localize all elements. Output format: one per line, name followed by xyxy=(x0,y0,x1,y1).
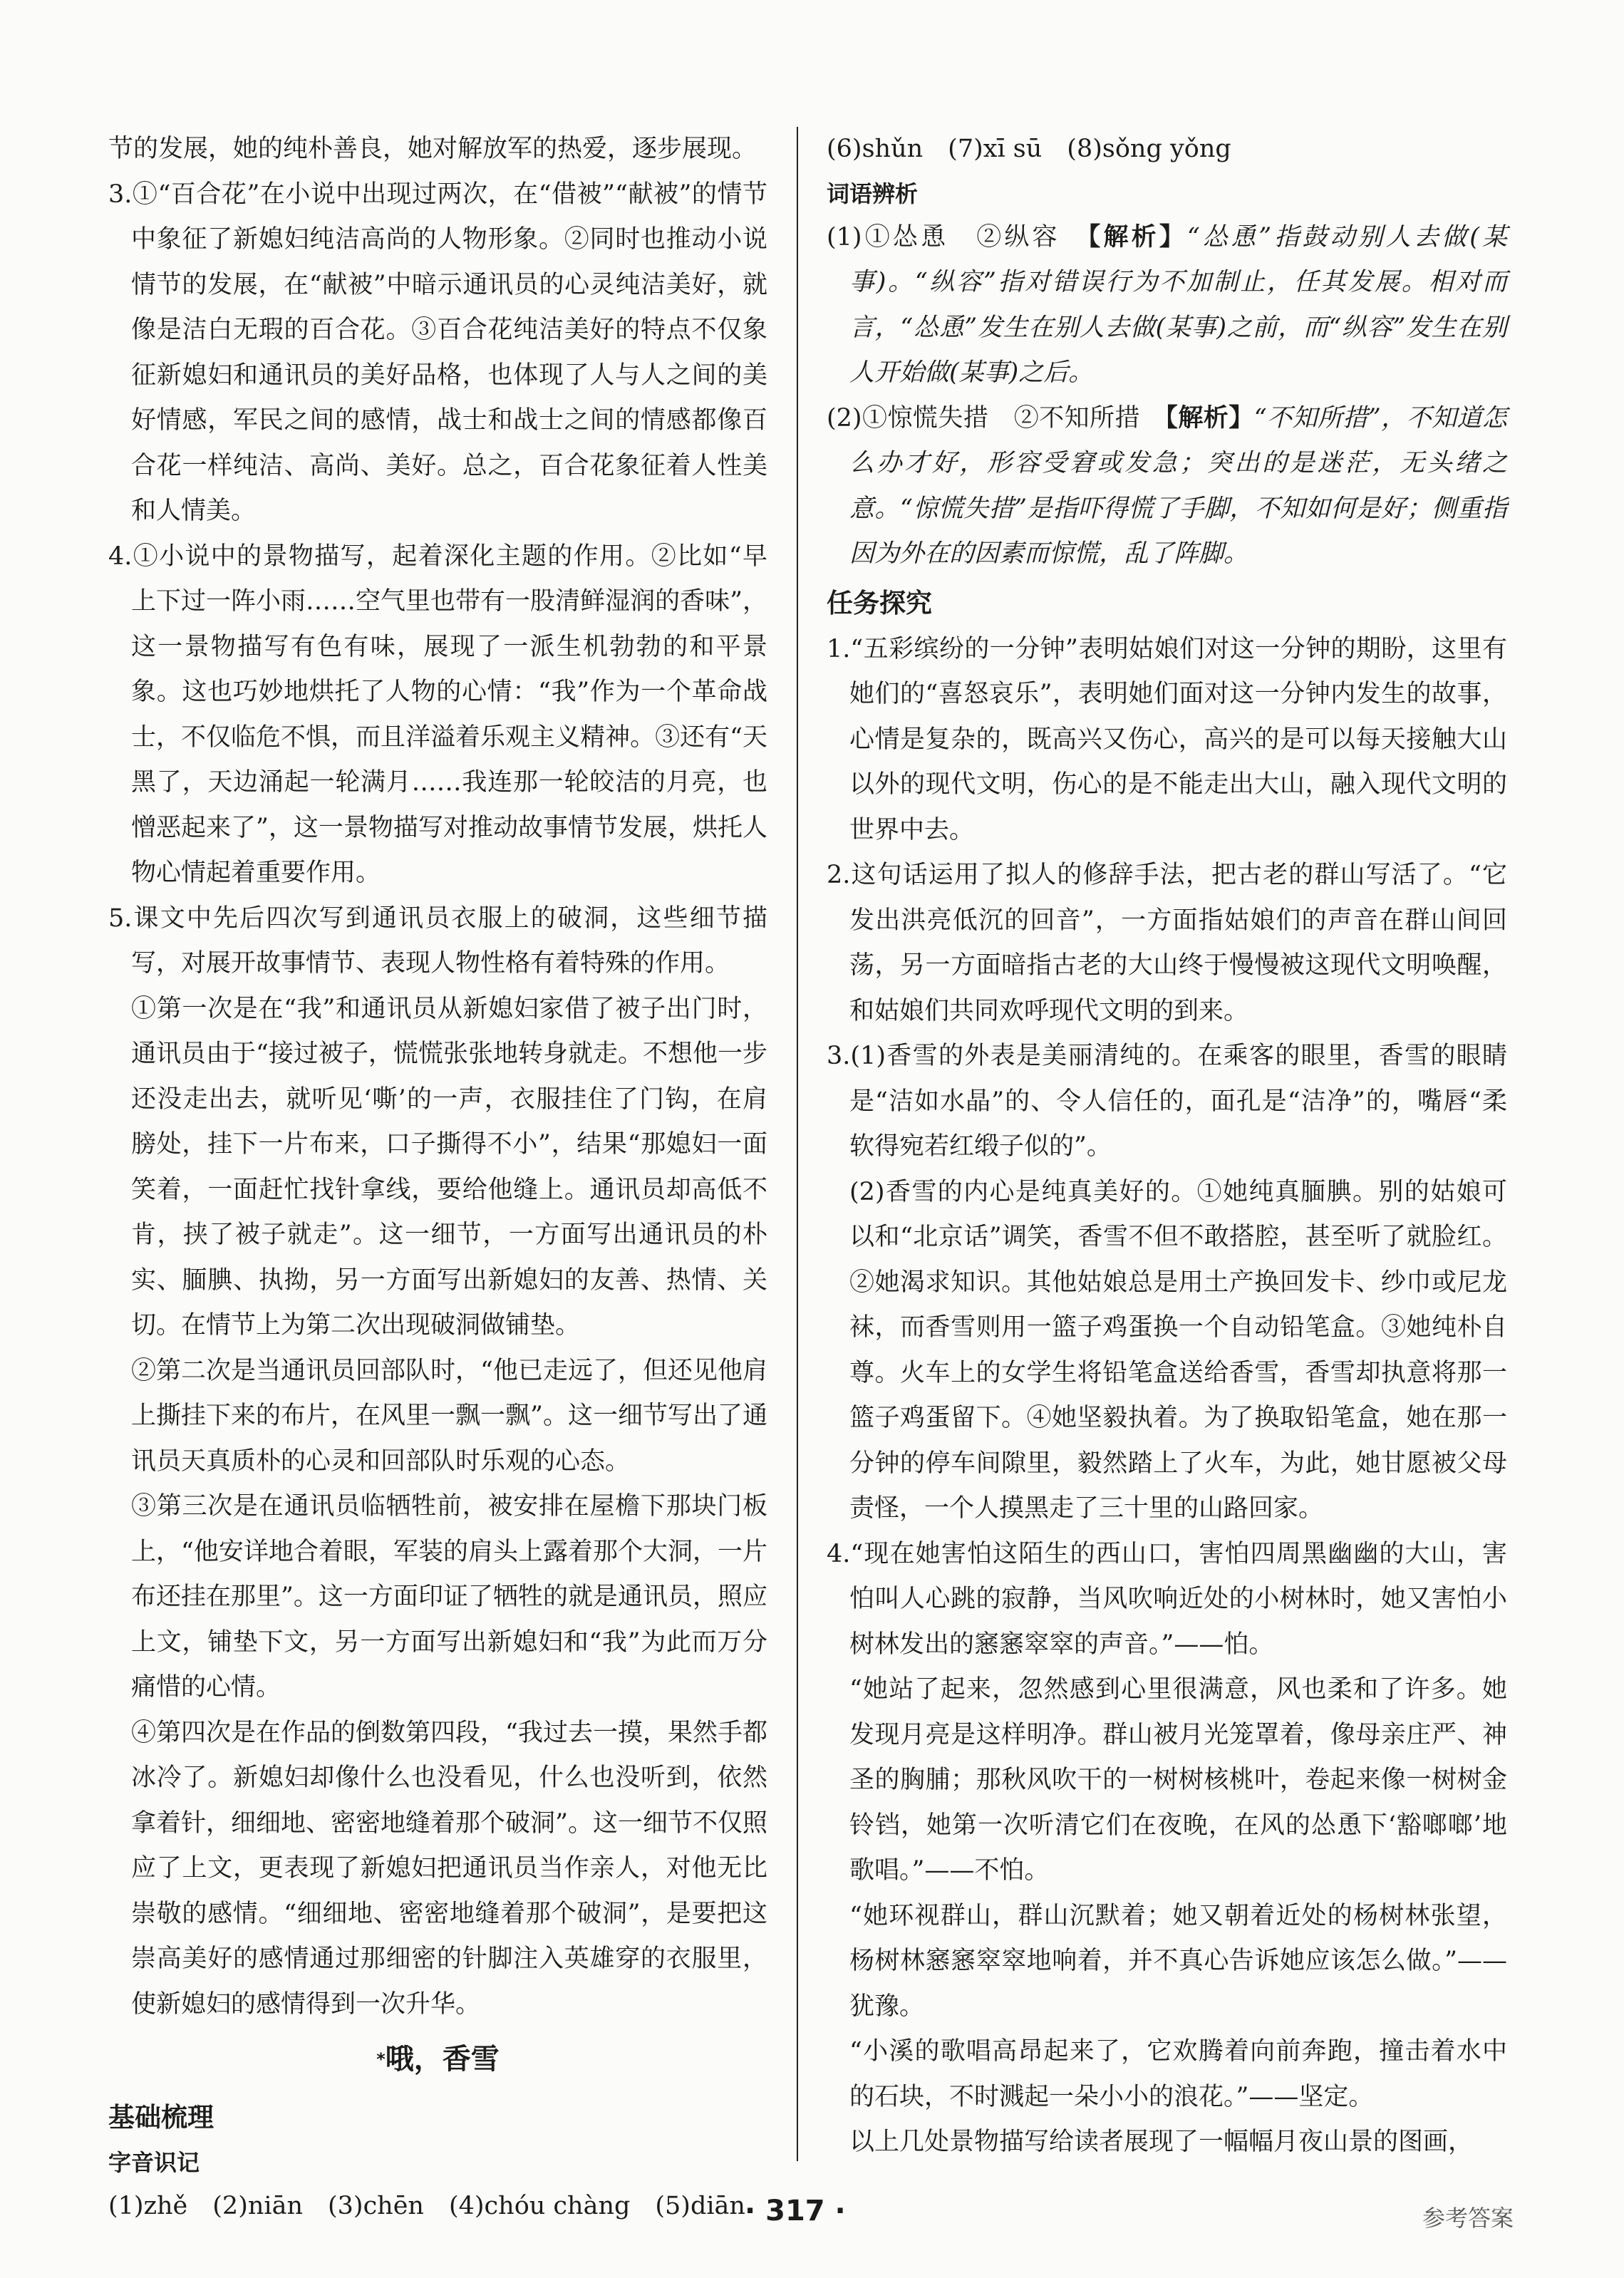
task-answer-4: 4.“现在她害怕这陌生的西山口，害怕四周黑幽幽的大山，害怕叫人心跳的寂静，当风吹响近处的小树林时，她又害怕小树林发出的窸窸窣窣的声音。”——怕。 xyxy=(827,1539,1507,1659)
analysis-tag: 【解析】 xyxy=(1165,403,1254,433)
task-answer-3-part-2: (2)香雪的内心是纯真美好的。①她纯真腼腆。别的姑娘可以和“北京话”调笑，香雪不但不敢搭腔，甚至听了就脸红。②她渴求知识。其他姑娘总是用土产换回发卡、纱巾或尼龙袜，而香雪则用一篮子鸡蛋换一个自动铅笔盒。③她纯朴自尊。火车上的女学生将铅笔盒送给香雪，香雪却执意将那一篮子鸡蛋留下。④她坚毅执着。为了换取铅笔盒，她在那一分钟的停车间隙里，毅然踏上了火车，为此，她甘愿被父母责怪，一个人摸黑走了三十里的山路回家。 xyxy=(849,1177,1507,1523)
column-divider xyxy=(797,127,798,2161)
task-answer-4-summary: 以上几处景物描写给读者展现了一幅幅月夜山景的图画， xyxy=(849,2128,1474,2156)
ciyu-1-analysis: “怂恿”指鼓动别人去做(某事)。“纵容”指对错误行为不加制止，任其发展。相对而言，“怂恿”发生在别人去做(某事)之前，而“纵容”发生在别人开始做(某事)之后。 xyxy=(849,222,1507,387)
title-star: * xyxy=(376,2049,386,2069)
task-answer-3: 3.(1)香雪的外表是美丽清纯的。在乘客的眼里，香雪的眼睛是“洁如水晶”的、令人信任的，面孔是“洁净”的，嘴唇“柔软得宛若红缎子似的”。 xyxy=(827,1042,1507,1161)
section-heading-renwu: 任务探究 xyxy=(827,587,932,618)
ciyu-answer-2 xyxy=(827,396,1507,577)
task-answer-1: 1.“五彩缤纷的一分钟”表明姑娘们对这一分钟的期盼，这里有她们的“喜怒哀乐”，表明她们面对这一分钟内发生的故事，心情是复杂的，既高兴又伤心，高兴的是可以每天接触大山以外的现代文明，伤心的是不能走出大山，融入现代文明的世界中去。 xyxy=(827,634,1507,844)
answer-5-point-4: ④第四次是在作品的倒数第四段，“我过去一摸，果然手都冰冷了。新媳妇却像什么也没看见，什么也没听到，依然拿着针，细细地、密密地缝着那个破洞”。这一细节不仅照应了上文，更表现了新媳妇把通讯员当作亲人，对他无比崇敬的感情。“细细地、密密地缝着那个破洞”，是要把这崇高美好的感情通过那细密的针脚注入英雄穿的衣服里，使新媳妇的感情得到一次升华。 xyxy=(131,1718,767,2019)
title-text: 哦，香雪 xyxy=(385,2043,500,2076)
task-answer-4-quote-3: “她环视群山，群山沉默着；她又朝着近处的杨树林张望，杨树林窸窸窣窣地响着，并不真心告诉她应该怎么做。”——犹豫。 xyxy=(849,1901,1507,2021)
task-answer-4-quote-4: “小溪的歌唱高昂起来了，它欢腾着向前奔跑，撞击着水中的石块，不时溅起一朵小小的浪花。”——坚定。 xyxy=(849,2037,1507,2111)
subheading-ciyu: 词语辨析 xyxy=(827,180,919,207)
answer-4: 4.①小说中的景物描写，起着深化主题的作用。②比如“早上下过一阵小雨……空气里也带有一股清鲜湿润的香味”，这一景物描写有色有味，展现了一派生机勃勃的和平景象。这也巧妙地烘托了人物的心情：“我”作为一个革命战士，不仅临危不惧，而且洋溢着乐观主义精神。③还有“天黑了，天边涌起一轮满月……我连那一轮皎洁的月亮，也憎恶起来了”，这一景物描写对推动故事情节发展，烘托人物心情起着重要作用。 xyxy=(108,542,767,887)
answer-5: 5.课文中先后四次写到通讯员衣服上的破洞，这些细节描写，对展开故事情节、表现人物性格有着特殊的作用。 xyxy=(108,904,767,978)
ciyu-2-lead: (2)①惊慌失措 ②不知所措 xyxy=(827,403,1166,433)
ziyin-answers: (1)zhě (2)niān (3)chēn (4)chóu chàng (5)diān xyxy=(108,2192,745,2220)
lesson-title xyxy=(108,2027,767,2091)
footer-label: 参考答案 xyxy=(1422,2205,1514,2232)
answer-5-point-3: ③第三次是在通讯员临牺牲前，被安排在屋檐下那块门板上，“他安详地合着眼，军装的肩头上露着那个大洞，一片布还挂在那里”。这一方面印证了牺牲的就是通讯员，照应上文，铺垫下文，另一方面写出新媳妇和“我”为此而万分痛惜的心情。 xyxy=(131,1492,767,1702)
answer-3: 3.①“百合花”在小说中出现过两次，在“借被”“献被”的情节中象征了新媳妇纯洁高尚的人物形象。②同时也推动小说情节的发展，在“献被”中暗示通讯员的心灵纯洁美好，就像是洁白无瑕的百合花。③百合花纯洁美好的特点不仅象征新媳妇和通讯员的美好品格，也体现了人与人之间的美好情感，军民之间的感情，战士和战士之间的情感都像百合花一样纯洁、高尚、美好。总之，百合花象征着人性美和人情美。 xyxy=(108,180,767,525)
ciyu-2-analysis: “不知所措”，不知道怎么办才好，形容受窘或发急；突出的是迷茫，无头绪之意。“惊慌失措”是指吓得慌了手脚，不知如何是好；侧重指因为外在的因素而惊慌，乱了阵脚。 xyxy=(849,403,1507,568)
subheading-ziyin: 字音识记 xyxy=(108,2149,200,2176)
answer-5-point-2: ②第二次是当通讯员回部队时，“他已走远了，但还见他肩上撕挂下来的布片，在风里一飘一飘”。这一细节写出了通讯员天真质朴的心灵和回部队时乐观的心态。 xyxy=(131,1356,767,1476)
ciyu-answer-1 xyxy=(827,215,1507,396)
task-answer-2: 2.这句话运用了拟人的修辞手法，把古老的群山写活了。“它发出洪亮低沉的回音”，一方面指姑娘们的声音在群山间回荡，另一方面暗指古老的大山终于慢慢被这现代文明唤醒，和姑娘们共同欢呼现代文明的到来。 xyxy=(827,861,1507,1025)
right-column xyxy=(827,127,1507,2165)
ziyin-answers-continued: (6)shǔn (7)xī sū (8)sǒng yǒng xyxy=(827,135,1231,163)
analysis-tag: 【解析】 xyxy=(1087,222,1187,252)
page-number: · 317 · xyxy=(745,2195,846,2227)
ciyu-1-lead: (1)①怂恿 ②纵容 xyxy=(827,222,1088,252)
left-column xyxy=(108,127,767,2230)
section-heading-jichu: 基础梳理 xyxy=(108,2102,214,2133)
answer-continuation: 节的发展，她的纯朴善良，她对解放军的热爱，逐步展现。 xyxy=(108,135,757,163)
answer-5-point-1: ①第一次是在“我”和通讯员从新媳妇家借了被子出门时，通讯员由于“接过被子，慌慌张张地转身就走。不想他一步还没走出去，就听见‘嘶’的一声，衣服挂住了门钩，在肩膀处，挂下一片布来，口子撕得不小”，结果“那媳妇一面笑着，一面赶忙找针拿线，要给他缝上。通讯员却高低不肯，挟了被子就走”。这一细节，一方面写出通讯员的朴实、腼腆、执拗，另一方面写出新媳妇的友善、热情、关切。在情节上为第二次出现破洞做铺垫。 xyxy=(131,994,767,1340)
task-answer-4-quote-2: “她站了起来，忽然感到心里很满意，风也柔和了许多。她发现月亮是这样明净。群山被月光笼罩着，像母亲庄严、神圣的胸脯；那秋风吹干的一树树核桃叶，卷起来像一树树金铃铛，她第一次听清它们在夜晚，在风的怂恿下‘豁啷啷’地歌唱。”——不怕。 xyxy=(849,1675,1507,1885)
